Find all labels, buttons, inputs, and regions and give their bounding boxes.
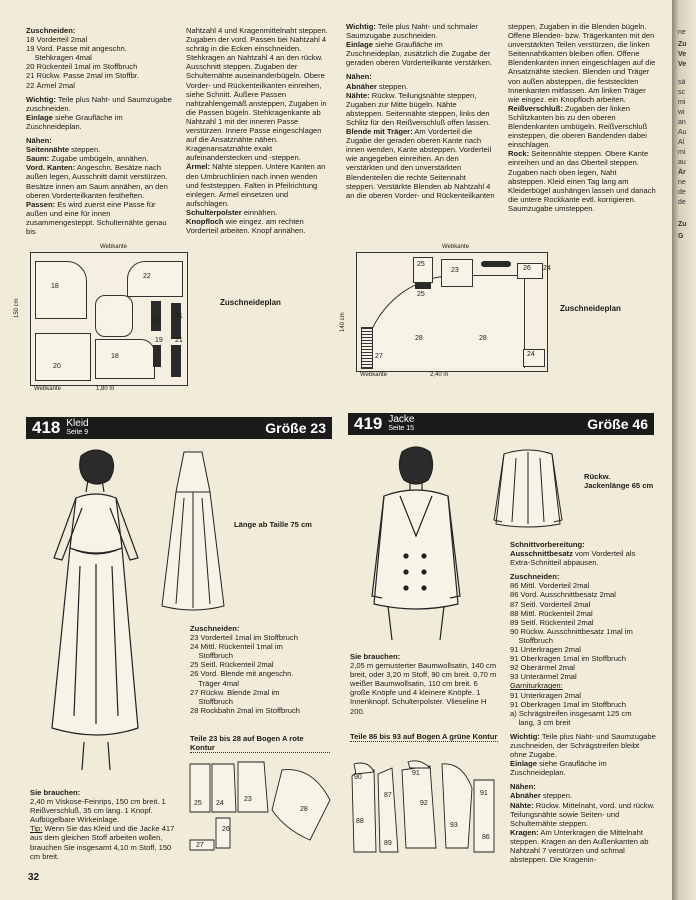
label: Kragen:	[510, 827, 539, 837]
list-item: Stehkragen 4mal	[26, 53, 92, 63]
text: Am Vorderteil die Zugabe der geraden oberen Kante nach innen wenden, Kante absteppen. Vorderteil wie angegeben einreihen. An den verstärkten und den unverstärkten Blendenteilen die rechte Seitennaht steppen. Verstärkte Blenden ab Nahtzahl 4 an die oberen Vorder- und Rückenteilkanten	[346, 127, 495, 200]
list-item: 18 Vorderteil 2mal	[26, 35, 88, 45]
label: Nähte:	[346, 90, 370, 100]
piece-number: 90	[354, 774, 362, 781]
piece-number: 91	[480, 790, 488, 797]
height-label: 140 cm	[340, 312, 346, 332]
list-item: 88 Mittl. Rückenteil 2mal	[510, 608, 593, 618]
text: Zugabe umbügeln, annähen.	[49, 154, 149, 164]
heading: Schnittvorbereitung:	[510, 540, 585, 549]
list-item: 92 Oberärmel 2mal	[510, 663, 575, 673]
paragraph	[346, 127, 496, 200]
fragment: G	[678, 233, 684, 240]
model418-cut-list	[190, 624, 332, 715]
text: Teile plus Naht- und Saumzugabe zuschneiden.	[26, 94, 172, 113]
fragment: Zu	[678, 221, 687, 228]
text: Teile plus Naht- und Saumzugabe zuschneiden, der Schrägstreifen bleibt ohne Zugabe.	[510, 731, 656, 760]
adjacent-page-edge	[672, 0, 696, 900]
model418-parts-ref: Teile 23 bis 28 auf Bogen A rote Kontur	[190, 734, 330, 753]
piece-number: 87	[384, 792, 392, 799]
pattern-piece	[95, 339, 155, 379]
label: Vord. Kanten:	[26, 163, 76, 173]
piece-number: 27	[196, 842, 204, 849]
fragment: sc	[678, 89, 685, 96]
list-item: 20 Rückenteil 1mal im Stoffbruch	[26, 62, 138, 72]
dress-illustration	[36, 446, 156, 776]
jacket-length-label: Rückw. Jackenlänge 65 cm	[584, 472, 654, 491]
heading: Garniturkragen:	[510, 681, 563, 691]
list-item: Träger 4mal	[190, 678, 239, 688]
paragraph	[30, 824, 180, 860]
list-item: 91 Oberkragen 1mal im Stoffbruch	[510, 654, 626, 664]
text: Rückw. Teilungsnähte steppen, Zugaben zur Mitte bügeln. Nähte absteppen. Seitennähte steppen, links den Schlitz für den Reißverschluß offen lassen.	[346, 90, 491, 127]
paragraph	[26, 154, 176, 163]
paragraph: 2,40 m Viskose-Feinrips, 150 cm breit. 1 Reißverschluß, 35 cm lang. 1 Knopf. Aufbügelbare Wirkeinlage.	[30, 797, 166, 825]
width-label: 1,80 m	[96, 386, 115, 392]
list-item: 91 Unterkragen 2mal	[510, 690, 581, 700]
paragraph	[26, 163, 176, 199]
paragraph	[510, 549, 656, 567]
list-item: 93 Unterärmel 2mal	[510, 672, 577, 682]
fragment: mi	[678, 149, 686, 156]
paragraph	[26, 200, 176, 236]
list-item: 22 Ärmel 2mal	[26, 80, 75, 90]
text: wie eingez. am rechten Vorderteil arbeiten. Knopf annähen.	[186, 216, 306, 236]
label: Ärmel:	[186, 162, 211, 172]
list-item: Stoffbruch	[190, 696, 233, 706]
list-item: 86 Vord. Ausschnittbesatz 2mal	[510, 590, 616, 600]
paragraph: 2,05 m gemusterter Baumwollsatin, 140 cm breit, oder 3,20 m Stoff, 90 cm breit. 0,70 m weißer Baumwollsatin, 110 cm breit. 6 große Knöpfe und 4 kleinere Knöpfe. 1 Innenknopf. Schulterpolster. Vlieseline H 200.	[350, 661, 497, 716]
piece-number: 91	[412, 770, 420, 777]
text: steppen.	[69, 145, 101, 155]
fragment: Al	[678, 139, 685, 146]
model-header-418	[26, 417, 332, 439]
fragment: Ve	[678, 51, 687, 58]
paragraph	[186, 217, 332, 235]
pattern-piece	[127, 261, 183, 297]
heading: Nähen:	[346, 72, 372, 82]
paragraph	[346, 91, 496, 127]
plan-fabric	[356, 252, 551, 372]
text: Nähte steppen. Untere Kanten an den Umbruchlinien nach innen wenden und feststeppen. Falten in Pfeilrichtung einlegen. Ärmel einsetzen und aufschlagen.	[186, 162, 326, 208]
list-item: 91 Oberkragen 1mal im Stoffbruch	[510, 699, 626, 709]
col4-text	[508, 22, 656, 213]
fragment: au	[678, 159, 686, 166]
piece-number: 28	[415, 335, 423, 342]
label: Schulterpolster	[186, 207, 242, 217]
jacket-illustration	[360, 446, 472, 642]
paragraph	[26, 113, 176, 131]
list-item: Stoffbruch	[510, 635, 553, 645]
list-item: 24 Mittl. Rückenteil 1mal im	[190, 642, 283, 652]
page-number: 32	[28, 872, 40, 883]
piece-number: 19	[155, 337, 163, 344]
model-number: 418	[32, 418, 61, 437]
label: Nähte:	[510, 800, 534, 810]
heading: Zuschneiden:	[190, 624, 240, 633]
fragment: mi	[678, 99, 686, 106]
heading: Nähen:	[510, 782, 536, 792]
label: Blende mit Träger:	[346, 127, 413, 137]
model-number: 419	[354, 414, 383, 433]
paragraph	[346, 22, 496, 40]
fragment: de	[678, 189, 686, 196]
text: vom Vorderteil als Extra-Schnitteil abpausen.	[510, 549, 636, 568]
label: Seitennähte	[26, 145, 70, 155]
col1-text	[26, 26, 176, 236]
paragraph	[346, 82, 496, 91]
piece-number: 93	[450, 822, 458, 829]
interfacing	[153, 345, 161, 367]
model-title	[388, 415, 414, 433]
width-label: 2,40 m	[430, 372, 449, 378]
text: Am Unterkragen die Mittelnaht steppen. Kragen an den Außenkanten ab Nahtzahl 7 verstürzen und schmal absteppen. Die Kragenin-	[510, 827, 649, 865]
length-label: Länge ab Taille 75 cm	[234, 520, 312, 529]
paragraph	[510, 791, 656, 800]
text: siehe Graufläche im Zuschneideplan.	[26, 112, 123, 131]
text: siehe Graufläche im Zuschneideplan, zusätzlich die Zugabe der geraden oberen Vorderteilkante verstärken.	[346, 40, 493, 68]
piece-number: 28	[300, 806, 308, 813]
list-item: 26 Vord. Blende mit angeschn.	[190, 669, 294, 679]
list-item: 90 Rückw. Ausschnittbesatz 1mal im	[510, 626, 633, 636]
paragraph	[186, 208, 332, 217]
label: Wichtig:	[346, 22, 376, 31]
model418-materials	[30, 788, 180, 861]
paragraph	[186, 162, 332, 207]
piece-number: 25	[417, 291, 425, 298]
fragment: ne	[678, 29, 686, 36]
pattern-piece	[363, 275, 525, 368]
height-label: 150 cm	[14, 298, 20, 318]
paragraph	[510, 759, 656, 777]
text: Teile plus Naht- und schmaler Saumzugabe zuschneiden.	[346, 22, 478, 41]
paragraph	[26, 145, 176, 154]
label: Wichtig:	[510, 731, 540, 741]
label: Knopfloch	[186, 216, 224, 226]
model419-materials	[350, 652, 498, 716]
label: Abnäher	[346, 81, 377, 91]
piece-number: 23	[244, 796, 252, 803]
label: Ausschnittbesatz	[510, 549, 573, 559]
piece-number: 86	[482, 834, 490, 841]
list-item: 86 Mittl. Vorderteil 2mal	[510, 581, 590, 591]
heading: Sie brauchen:	[30, 788, 81, 797]
list-item: 23 Vorderteil 1mal im Stoffbruch	[190, 633, 298, 643]
model-page: Seite 15	[388, 425, 415, 432]
piece-number: 92	[420, 800, 428, 807]
label: Tip:	[30, 824, 43, 834]
plan-title: Zuschneideplan	[560, 304, 621, 313]
model-page: Seite 9	[66, 429, 89, 436]
text: steppen.	[376, 81, 409, 91]
piece-number: 18	[111, 353, 119, 360]
label: Wichtig:	[26, 94, 56, 104]
label: Einlage	[26, 112, 54, 122]
list-item: 27 Rückw. Blende 2mal im	[190, 687, 280, 697]
list-item: lang, 3 cm breit	[510, 717, 571, 727]
jacket-back-illustration	[490, 448, 566, 528]
piece-number: 88	[356, 818, 364, 825]
label: Passen:	[26, 199, 56, 209]
interfacing	[481, 261, 511, 267]
fragment: Au	[678, 129, 687, 136]
pattern-piece	[361, 327, 373, 369]
piece-number: 27	[375, 353, 383, 360]
fragment: Zu	[678, 41, 687, 48]
piece-number: 26	[523, 265, 531, 272]
list-item: 91 Unterkragen 2mal	[510, 645, 581, 655]
heading: Sie brauchen:	[350, 652, 401, 661]
fragment: Är	[678, 169, 686, 176]
webkante-label: Webkante	[34, 386, 61, 392]
list-item: 19 Vord. Passe mit angeschn.	[26, 44, 127, 54]
fragment: de	[678, 199, 686, 206]
paragraph	[508, 104, 656, 149]
piece-number: 20	[53, 363, 61, 370]
fragment: wi	[678, 109, 685, 116]
fragment: Ve	[678, 61, 687, 68]
piece-number: 28	[479, 335, 487, 342]
piece-number: 24	[216, 800, 224, 807]
piece-number: 26	[222, 826, 230, 833]
heading: Zuschneiden:	[510, 572, 560, 582]
model-kind: Kleid	[66, 418, 89, 429]
piece-number: 23	[451, 267, 459, 274]
pattern-piece	[35, 261, 87, 319]
webkante-label: Webkante	[442, 244, 469, 250]
piece-number: 18	[51, 283, 59, 290]
paragraph	[510, 732, 656, 759]
text: Zugaben der linken Schlitzkanten bis zu den oberen Blendenkanten umbügeln. Reißverschluß einsteppen, die oberen Bandenden dabei einschlagen.	[508, 103, 648, 150]
plan-title: Zuschneideplan	[220, 298, 281, 307]
piece-number: 21	[175, 337, 183, 344]
plan-fabric	[30, 252, 188, 386]
label: Einlage	[510, 759, 538, 769]
paragraph	[510, 828, 656, 864]
interfacing	[151, 301, 161, 331]
model-kind: Jacke	[388, 414, 415, 425]
label: Rock:	[508, 149, 530, 159]
model419-cut-list	[510, 540, 656, 864]
fragment: an	[678, 119, 686, 126]
piece-number: 19	[153, 317, 161, 324]
piece-number: 89	[384, 840, 392, 847]
list-item: 21 Rückw. Passe 2mal im Stoffbr.	[26, 71, 139, 81]
model-size: Größe 46	[587, 416, 648, 432]
model-size: Größe 23	[265, 420, 326, 436]
label: Reißverschluß:	[508, 103, 563, 113]
paragraph	[26, 95, 176, 113]
model-title	[66, 419, 88, 437]
label: Abnäher	[510, 791, 541, 801]
piece-number: 25	[417, 261, 425, 268]
webkante-label: Webkante	[360, 372, 387, 378]
interfacing	[171, 345, 181, 377]
list-item: 28 Rockbahn 2mal im Stoffbruch	[190, 705, 301, 715]
list-item: 89 Seitl. Rückenteil 2mal	[510, 617, 594, 627]
paragraph	[508, 149, 656, 213]
interfacing	[415, 283, 431, 289]
list-item: 87 Seitl. Vorderteil 2mal	[510, 599, 591, 609]
text: einnähen.	[241, 207, 278, 217]
col3-text	[346, 22, 496, 200]
heading: Nähen:	[26, 136, 52, 146]
jacket-pattern-diagram	[348, 760, 500, 860]
col2-text	[186, 26, 332, 235]
fragment: sä	[678, 79, 686, 86]
text: Rückw. Mittelnaht, vord. und rückw. Teilungsnähte sowie Seiten- und Schulternähte steppen.	[510, 800, 655, 828]
piece-number: 24	[543, 265, 551, 272]
dress-pattern-diagram	[186, 760, 336, 856]
piece-number: 25	[194, 800, 202, 807]
interfacing	[171, 303, 181, 339]
paragraph: Nahtzahl 4 und Kragenmittelnaht steppen. Zugaben der vord. Passen bei Nahtzahl 4 schräg in die Ecken einschneiden. Stehkragen an Nahtzahl 4 an den rückw. Ausschnitt steppen. Zugaben der Schulternähte auseinanderbügeln. Obere Vorder- und Rückenteilkanten einreihen, siehe Schnitt. Äußere Passen nahtzahlengemäß ansteppen, Zugaben in die Passen bügeln. Stehkragenkante ab Nahtzahl 1 mit der inneren Passe verstürzen. Innere Passe eingeschlagen auf die Ansatznähte nähen. Kragenansatznähte exakt aufeinanderstecken und -steppen.	[186, 26, 328, 163]
pattern-piece	[35, 333, 91, 381]
pattern-piece	[95, 295, 133, 337]
label: Saum:	[26, 154, 50, 164]
webkante-label: Webkante	[100, 244, 127, 250]
piece-number: 21	[175, 313, 183, 320]
text: Seitennähte steppen. Obere Kante einreihen und an das Oberteil steppen. Zugaben nach oben legen, Naht absteppen. Kleid einen Tag lang am Kleiderbügel aushängen lassen und danach die untere Rockkante evtl. korrigieren. Saumzugabe umsteppen.	[508, 149, 656, 213]
text: Wenn Sie das Kleid und die Jacke 417 aus dem gleichen Stoff arbeiten wollen, brauchen Sie insgesamt 4,10 m Stoff, 150 cm breit.	[30, 824, 175, 861]
list-item: a) Schrägstreifen insgesamt 125 cm	[510, 708, 632, 718]
piece-number: 24	[527, 351, 535, 358]
heading: Zuschneiden:	[26, 26, 76, 35]
text: Es wird zuerst eine Passe für außen und eine für innen zusammengesteppt. Schulternähte genau bis	[26, 199, 167, 236]
paragraph	[346, 40, 496, 67]
piece-number: 22	[143, 273, 151, 280]
model419-parts-ref: Teile 86 bis 93 auf Bogen A grüne Kontur	[350, 732, 498, 741]
text: Angeschn. Besätze nach außen legen, Ausschnitt damit verstürzen. Besätze innen am Saum annähen, an den oberen Vorderteilkanten festheften.	[26, 163, 168, 200]
model-header-419	[348, 413, 654, 435]
list-item: Stoffbruch	[190, 651, 233, 661]
list-item: 25 Seitl. Rückenteil 2mal	[190, 660, 274, 670]
paragraph: steppen, Zugaben in die Blenden bügeln. Offene Blenden- bzw. Trägerkanten mit den unverstärkten Teilen verstürzen, die linken Seitennahtkanten bleiben offen. Offene Blendenkanten innen eingeschlagen auf die Ansatznähte stecken. Blenden und Träger von außen absteppen, die feststeckten Innenkanten mitfassen. Am linken Träger wie eingez. ein Knopfloch arbeiten.	[508, 22, 656, 104]
text: siehe Graufläche im Zuschneideplan.	[510, 759, 607, 778]
fragment: ne	[678, 179, 686, 186]
paragraph	[510, 801, 656, 828]
label: Einlage	[346, 40, 374, 50]
dress-back-illustration	[160, 448, 226, 612]
text: steppen.	[540, 791, 573, 801]
